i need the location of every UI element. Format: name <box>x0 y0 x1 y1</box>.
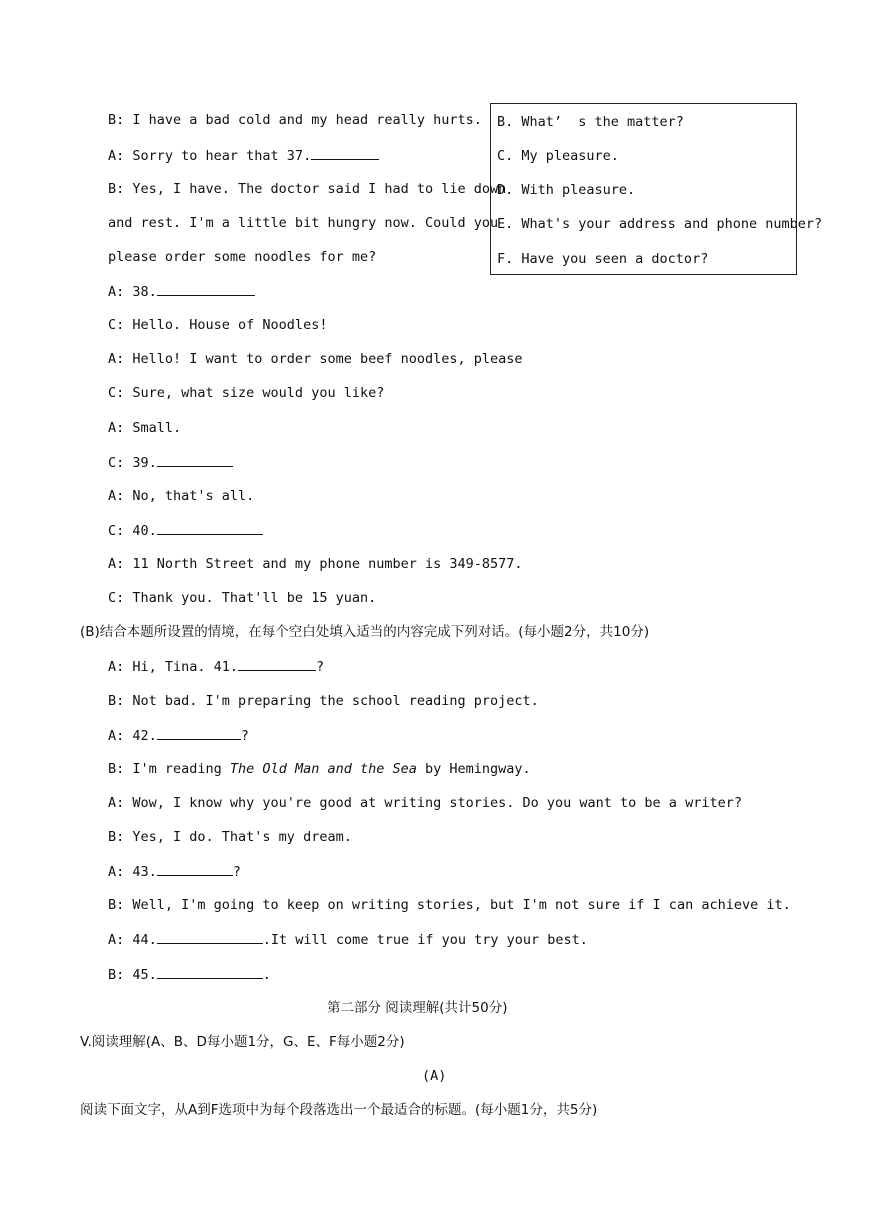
dialogue-text: ? <box>232 864 241 880</box>
dialogue-text: ? <box>316 659 325 675</box>
dialogue-text: A: Sorry to hear that 37. <box>108 148 312 164</box>
dialogue-text: A: 38. <box>108 284 157 300</box>
dialogue-line: B: Well, I'm going to keep on writing stories, but I'm not sure if I can achieve it. <box>108 897 791 913</box>
dialogue-line <box>108 964 271 985</box>
answer-blank-41[interactable] <box>238 656 316 671</box>
dialogue-line: B: Yes, I do. That's my dream. <box>108 829 352 845</box>
dialogue-line: C: Thank you. That'll be 15 yuan. <box>108 590 377 606</box>
dialogue-line: and rest. I'm a little bit hungry now. Could you <box>108 215 499 231</box>
part-heading: 第二部分 阅读理解(共计50分) <box>327 1000 508 1016</box>
answer-blank-40[interactable] <box>157 520 263 535</box>
dialogue-line <box>108 861 241 882</box>
dialogue-text: A: 42. <box>108 728 157 744</box>
answer-blank-45[interactable] <box>157 964 263 979</box>
answer-blank-43[interactable] <box>157 861 233 876</box>
dialogue-line <box>108 929 588 950</box>
section-b-instruction: (B)结合本题所设置的情境，在每个空白处填入适当的内容完成下列对话。(每小题2分，共10分) <box>80 624 650 640</box>
dialogue-text: C: 40. <box>108 523 157 539</box>
dialogue-line <box>108 281 255 302</box>
dialogue-text: B: 45. <box>108 967 157 983</box>
dialogue-line: C: Sure, what size would you like? <box>108 385 385 401</box>
dialogue-line <box>108 145 379 166</box>
dialogue-text: A: Hi, Tina. 41. <box>108 659 239 675</box>
dialogue-text: A: 43. <box>108 864 157 880</box>
dialogue-line <box>108 520 263 541</box>
dialogue-line: B: I have a bad cold and my head really hurts. <box>108 112 482 128</box>
dialogue-text: .It will come true if you try your best. <box>262 932 588 948</box>
section-v-heading: V.阅读理解(A、B、D每小题1分，G、E、F每小题2分) <box>80 1034 405 1050</box>
dialogue-line: B: Not bad. I'm preparing the school reading project. <box>108 693 539 709</box>
dialogue-line <box>108 759 531 779</box>
answer-blank-42[interactable] <box>157 725 241 740</box>
subsection-a-label: (A) <box>422 1068 447 1084</box>
dialogue-line: A: Small. <box>108 420 182 436</box>
answer-blank-39[interactable] <box>157 452 233 467</box>
dialogue-line <box>108 656 324 677</box>
answer-blank-44[interactable] <box>157 929 263 944</box>
dialogue-line: A: Hello! I want to order some beef noodles, please <box>108 351 523 367</box>
dialogue-text: by Hemingway. <box>416 761 531 777</box>
dialogue-line: A: Wow, I know why you're good at writing stories. Do you want to be a writer? <box>108 795 742 811</box>
options-box <box>490 103 823 275</box>
dialogue-text: B: I'm reading <box>108 761 230 777</box>
dialogue-line: please order some noodles for me? <box>108 249 377 265</box>
dialogue-line <box>108 452 233 473</box>
dialogue-line: C: Hello. House of Noodles! <box>108 317 328 333</box>
dialogue-text: C: 39. <box>108 455 157 471</box>
book-title: The Old Man and the Sea <box>229 761 417 777</box>
option-f: F. Have you seen a doctor? <box>497 251 709 267</box>
option-d: D. With pleasure. <box>497 182 636 198</box>
dialogue-line <box>108 725 249 746</box>
dialogue-text: A: 44. <box>108 932 157 948</box>
dialogue-line: B: Yes, I have. The doctor said I had to lie down <box>108 181 507 197</box>
option-e: E. What's your address and phone number? <box>497 216 823 232</box>
answer-blank-37[interactable] <box>311 145 379 160</box>
option-b: B. What’ s the matter? <box>497 114 684 130</box>
option-c: C. My pleasure. <box>497 148 619 164</box>
dialogue-line: A: 11 North Street and my phone number is 349-8577. <box>108 556 523 572</box>
dialogue-text: ? <box>240 728 249 744</box>
reading-instruction: 阅读下面文字，从A到F选项中为每个段落选出一个最适合的标题。(每小题1分，共5分) <box>80 1102 598 1118</box>
dialogue-line: A: No, that's all. <box>108 488 255 504</box>
answer-blank-38[interactable] <box>157 281 255 296</box>
dialogue-text: . <box>262 967 271 983</box>
